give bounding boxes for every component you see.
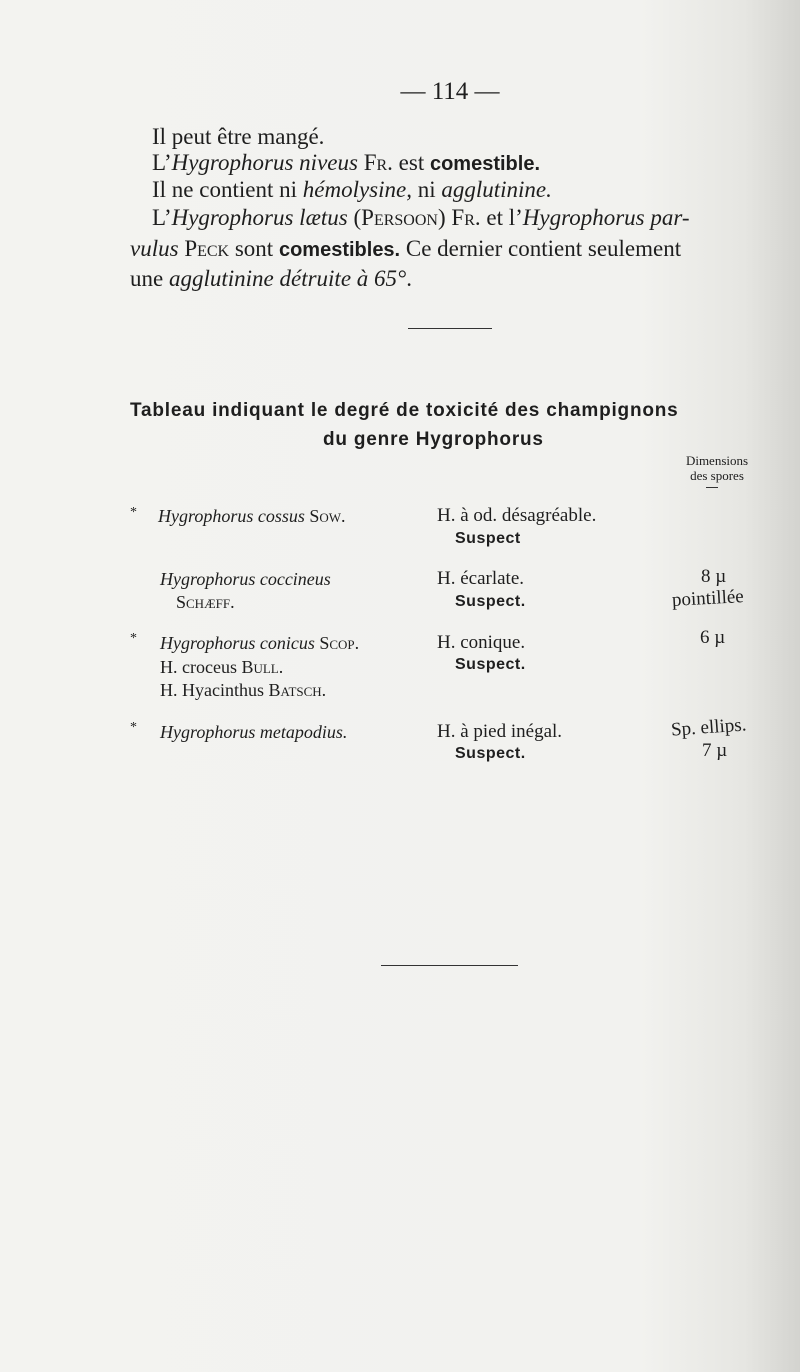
table-row-3-synonym-1: [160, 657, 283, 678]
table-row-2-name: Hygrophorus coccineus: [160, 569, 331, 589]
table-row-3-status: Suspect.: [455, 656, 526, 673]
species-name: Hygrophorus conicus: [160, 633, 315, 653]
star-mark: *: [130, 631, 137, 646]
star-mark: *: [130, 720, 137, 735]
species-name: Hygrophorus niveus: [171, 150, 358, 175]
dim-header-line2: des spores: [690, 468, 744, 483]
author: Sow.: [309, 506, 346, 526]
table-title-line1: Tableau indiquant le degré de toxicité des champignons: [130, 400, 679, 421]
line4-article: L’: [152, 205, 172, 230]
table-row-4-status: Suspect.: [455, 745, 526, 762]
species-name-parvulus: Hygrophorus par-: [522, 205, 690, 230]
synonym-name: H. croceus: [160, 657, 242, 677]
section-divider: [408, 328, 492, 329]
line5-text: sont: [229, 236, 279, 261]
table-row-3-name: [160, 633, 359, 654]
species-name-cont: vulus: [130, 236, 179, 261]
table-row-2-dim1: 8 µ: [701, 566, 727, 587]
species-name-laetus: Hygrophorus lætus: [171, 205, 348, 230]
author-peck: Peck: [184, 236, 230, 261]
star-mark: *: [130, 505, 137, 520]
table-row-4-name: Hygrophorus metapodius.: [160, 722, 348, 742]
table-row-3-desc: H. conique.: [437, 632, 526, 653]
synonym-author: Batsch.: [268, 680, 327, 700]
dimensions-header: [672, 453, 762, 483]
text-line-6: [130, 266, 412, 292]
synonym-name: H. Hyacinthus: [160, 680, 269, 700]
comestibles-bold: comestibles.: [278, 239, 401, 261]
text-line-1: [152, 124, 324, 150]
hemolysine-term: hémolysine,: [302, 177, 412, 202]
dim-header-line1: Dimensions: [685, 453, 749, 468]
synonym-author: Bull.: [241, 657, 284, 677]
line3-text: Il ne contient ni: [152, 177, 303, 202]
table-row-2-dim2: pointillée: [671, 586, 745, 611]
line2-article: L’: [152, 150, 172, 175]
table-row-4-dim2: 7 µ: [702, 740, 728, 761]
author-persoon: Persoon: [361, 205, 438, 230]
table-row-2-status: Suspect.: [455, 593, 526, 610]
line6-text: une: [130, 266, 169, 291]
author-fr: Fr.: [451, 205, 481, 230]
table-row-1-name: [158, 506, 346, 527]
line1-text: Il peut être mangé.: [152, 124, 325, 149]
table-row-3-dim1: 6 µ: [700, 627, 726, 648]
author: Scop.: [319, 633, 360, 653]
agglutinine-term: agglutinine.: [441, 177, 552, 202]
page-number: — 114 —: [400, 78, 500, 105]
table-row-2-author: Schæff.: [176, 592, 235, 612]
text-line-4: [152, 205, 690, 231]
table-title-line2: du genre Hygrophorus: [323, 429, 544, 450]
comestible-bold: comestible.: [429, 153, 541, 175]
line5-text-2: Ce dernier contient seulement: [400, 236, 682, 261]
text-line-2: [152, 150, 540, 176]
line4-text: et l’: [480, 205, 523, 230]
line2-text: est: [392, 150, 430, 175]
species-name: Hygrophorus cossus: [158, 506, 305, 526]
table-row-4-dim1: Sp. ellips.: [670, 714, 748, 741]
line6-period: .: [406, 266, 412, 291]
paren-close: ): [437, 205, 452, 230]
table-row-1-status: Suspect: [455, 530, 521, 547]
table-row-1-desc: H. à od. désagréable.: [437, 505, 597, 526]
table-row-4-desc: H. à pied inégal.: [437, 721, 563, 742]
author-abbrev: Fr.: [363, 150, 393, 175]
dim-header-rule: [706, 487, 718, 488]
text-line-3: [152, 177, 552, 203]
paren-open: (: [347, 205, 362, 230]
text-line-5: [130, 236, 681, 262]
end-divider: [381, 965, 518, 966]
table-row-3-synonym-2: [160, 680, 326, 701]
table-row-2-desc: H. écarlate.: [437, 568, 525, 589]
line3-text-2: ni: [411, 177, 442, 202]
agglutinine-phrase: agglutinine détruite à 65°: [168, 266, 407, 291]
